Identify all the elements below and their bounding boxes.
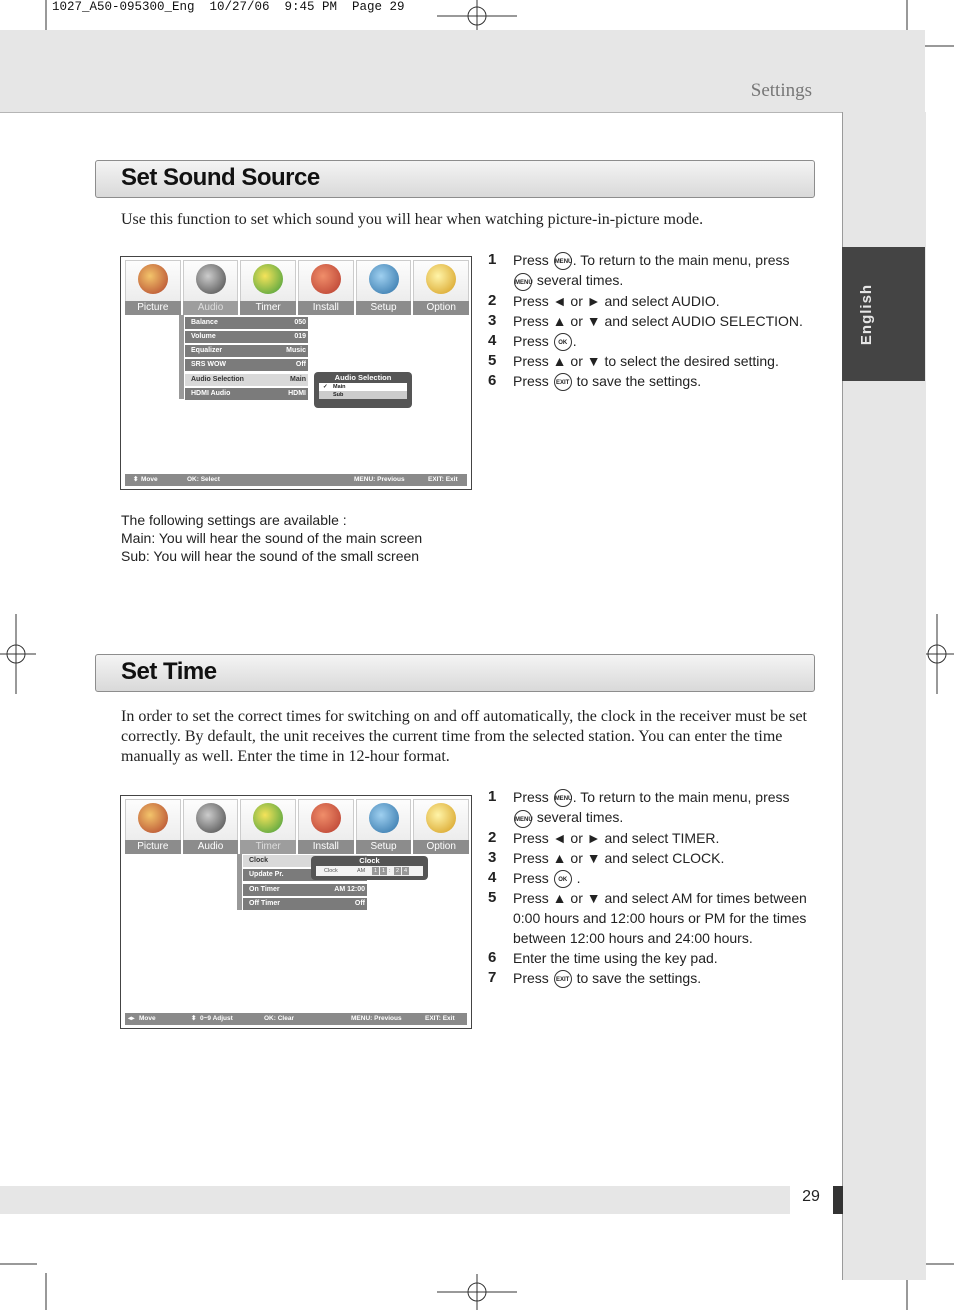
menu-tabs bbox=[125, 840, 469, 854]
step-4: 4 Press OK . bbox=[488, 868, 818, 888]
menu-item-volume[interactable]: Volume 019 bbox=[185, 331, 308, 343]
step-3: 3 Press ▲ or ▼ and select AUDIO SELECTION. bbox=[488, 311, 803, 329]
clock-digit[interactable]: 1 bbox=[373, 868, 378, 874]
tab-timer[interactable]: Timer bbox=[240, 301, 296, 315]
section-title-bar-time bbox=[95, 654, 815, 692]
tab-picture[interactable]: Picture bbox=[125, 301, 181, 315]
footer-adjust: 0~9 Adjust bbox=[200, 1015, 233, 1022]
menu-button-icon: MENU bbox=[514, 273, 532, 291]
footer-ok: OK: Clear bbox=[264, 1015, 294, 1022]
steps-sound bbox=[488, 250, 818, 391]
clock-entry-label: Clock bbox=[324, 868, 338, 874]
updown-icon: ⬍ bbox=[133, 476, 139, 483]
step-6: 6 Enter the time using the key pad. bbox=[488, 948, 718, 966]
menu-indicator bbox=[237, 854, 242, 910]
clock-digit[interactable]: 4 bbox=[403, 868, 408, 874]
popup-title: Clock bbox=[359, 856, 380, 865]
tab-audio[interactable]: Audio bbox=[183, 840, 239, 854]
osd-footer bbox=[125, 1013, 467, 1025]
osd-footer bbox=[125, 474, 467, 486]
tab-timer[interactable]: Timer bbox=[240, 840, 296, 854]
footer-move: Move bbox=[141, 476, 158, 483]
section-header: Settings bbox=[750, 80, 812, 101]
intro-text: In order to set the correct times for switching on and off automatically, the clock in the receiver must be set correctly. By default, the unit receives the current time from the selected station. You can enter the time manually as well. Enter the time in 12-hour format. bbox=[121, 708, 807, 765]
footer-ok: OK: Select bbox=[187, 476, 220, 483]
footer-menu: MENU: Previous bbox=[351, 1015, 402, 1022]
language-tab-label: English bbox=[858, 283, 876, 345]
intro-text: Use this function to set which sound you will hear when watching picture-in-picture mode. bbox=[121, 211, 704, 228]
tab-install[interactable]: Install bbox=[298, 840, 354, 854]
page-number: 29 bbox=[802, 1188, 820, 1205]
page-tab-marker bbox=[833, 1186, 843, 1214]
footer-menu: MENU: Previous bbox=[354, 476, 405, 483]
section-title-bar-sound bbox=[95, 160, 815, 198]
clock-entry[interactable] bbox=[316, 866, 423, 876]
menu-button-icon: MENU bbox=[554, 789, 572, 807]
available-sub: Sub: You will hear the sound of the small screen bbox=[121, 548, 420, 564]
osd-screen-audio bbox=[120, 256, 472, 490]
updown-icon: ⬍ bbox=[191, 1015, 197, 1022]
ok-button-icon: OK bbox=[554, 333, 572, 351]
menu-button-icon: MENU bbox=[554, 252, 572, 270]
clock-ampm[interactable]: AM bbox=[357, 868, 366, 874]
available-heading: The following settings are available : bbox=[121, 512, 347, 528]
menu-item-on-timer[interactable]: On Timer AM 12:00 bbox=[243, 884, 367, 896]
clock-popup bbox=[311, 856, 428, 880]
ok-button-icon: OK bbox=[554, 870, 572, 888]
clock-digit[interactable]: 2 bbox=[395, 868, 400, 874]
clock-separator: : bbox=[389, 868, 391, 874]
section-title: Set Sound Source bbox=[121, 164, 320, 191]
leftright-icon: ◂▸ bbox=[128, 1015, 135, 1022]
tab-setup[interactable]: Setup bbox=[356, 301, 412, 315]
audio-selection-popup bbox=[314, 372, 412, 408]
tab-option[interactable]: Option bbox=[413, 301, 469, 315]
footer-band bbox=[0, 1186, 790, 1214]
menu-item-clock[interactable]: Clock bbox=[243, 855, 367, 867]
footer-exit: EXIT: Exit bbox=[428, 476, 458, 483]
menu-item-hdmi-audio[interactable]: HDMI Audio HDMI bbox=[185, 388, 308, 400]
footer-exit: EXIT: Exit bbox=[425, 1015, 455, 1022]
popup-title: Audio Selection bbox=[334, 373, 392, 382]
language-tab-label-wrap bbox=[842, 247, 892, 381]
section-title: Set Time bbox=[121, 658, 217, 685]
available-main: Main: You will hear the sound of the main screen bbox=[121, 530, 423, 546]
steps-time bbox=[488, 787, 818, 988]
tab-option[interactable]: Option bbox=[413, 840, 469, 854]
footer-move: Move bbox=[139, 1015, 156, 1022]
menu-item-equalizer[interactable]: Equalizer Music bbox=[185, 345, 308, 357]
menu-tabs bbox=[125, 301, 469, 315]
exit-button-icon: EXIT bbox=[554, 970, 572, 988]
step-1: 1 Press MENU. To return to the main menu, press MENU several times. bbox=[488, 787, 818, 828]
menu-item-balance[interactable]: Balance 050 bbox=[185, 317, 308, 329]
check-icon: ✓ bbox=[323, 384, 328, 390]
print-slug: 1027_A50-095300_Eng 10/27/06 9:45 PM Page 29 bbox=[52, 0, 405, 14]
tab-picture[interactable]: Picture bbox=[125, 840, 181, 854]
step-2: 2 Press ◄ or ► and select TIMER. bbox=[488, 828, 720, 846]
menu-indicator bbox=[179, 315, 184, 399]
menu-item-srs-wow[interactable]: SRS WOW Off bbox=[185, 359, 308, 371]
osd-screen-timer bbox=[120, 795, 472, 1029]
step-6: 6 Press EXIT to save the settings. bbox=[488, 371, 818, 391]
menu-item-update-pr[interactable]: Update Pr. bbox=[243, 869, 367, 881]
step-3: 3 Press ▲ or ▼ and select CLOCK. bbox=[488, 848, 725, 866]
clock-digit[interactable]: 1 bbox=[381, 868, 386, 874]
step-2: 2 Press ◄ or ► and select AUDIO. bbox=[488, 291, 720, 309]
step-5: 5 Press ▲ or ▼ and select AM for times between 0:00 hours and 12:00 hours or PM for the times between 12:00 hours and 24:00 hours. bbox=[488, 888, 807, 946]
menu-item-off-timer[interactable]: Off Timer Off bbox=[243, 898, 367, 910]
tab-setup[interactable]: Setup bbox=[356, 840, 412, 854]
step-7: 7 Press EXIT to save the settings. bbox=[488, 968, 818, 988]
exit-button-icon: EXIT bbox=[554, 373, 572, 391]
step-4: 4 Press OK . bbox=[488, 331, 818, 351]
menu-button-icon: MENU bbox=[514, 810, 532, 828]
menu-item-audio-selection[interactable]: Audio Selection Main bbox=[185, 374, 308, 386]
step-1: 1 Press MENU. To return to the main menu, press MENU several times. bbox=[488, 250, 818, 291]
step-5: 5 Press ▲ or ▼ to select the desired setting. bbox=[488, 351, 779, 369]
tab-install[interactable]: Install bbox=[298, 301, 354, 315]
popup-option-main[interactable]: ✓ Main bbox=[319, 383, 407, 391]
available-settings bbox=[121, 511, 422, 565]
popup-option-sub[interactable]: Sub bbox=[319, 391, 407, 399]
tab-audio[interactable]: Audio bbox=[183, 301, 239, 315]
